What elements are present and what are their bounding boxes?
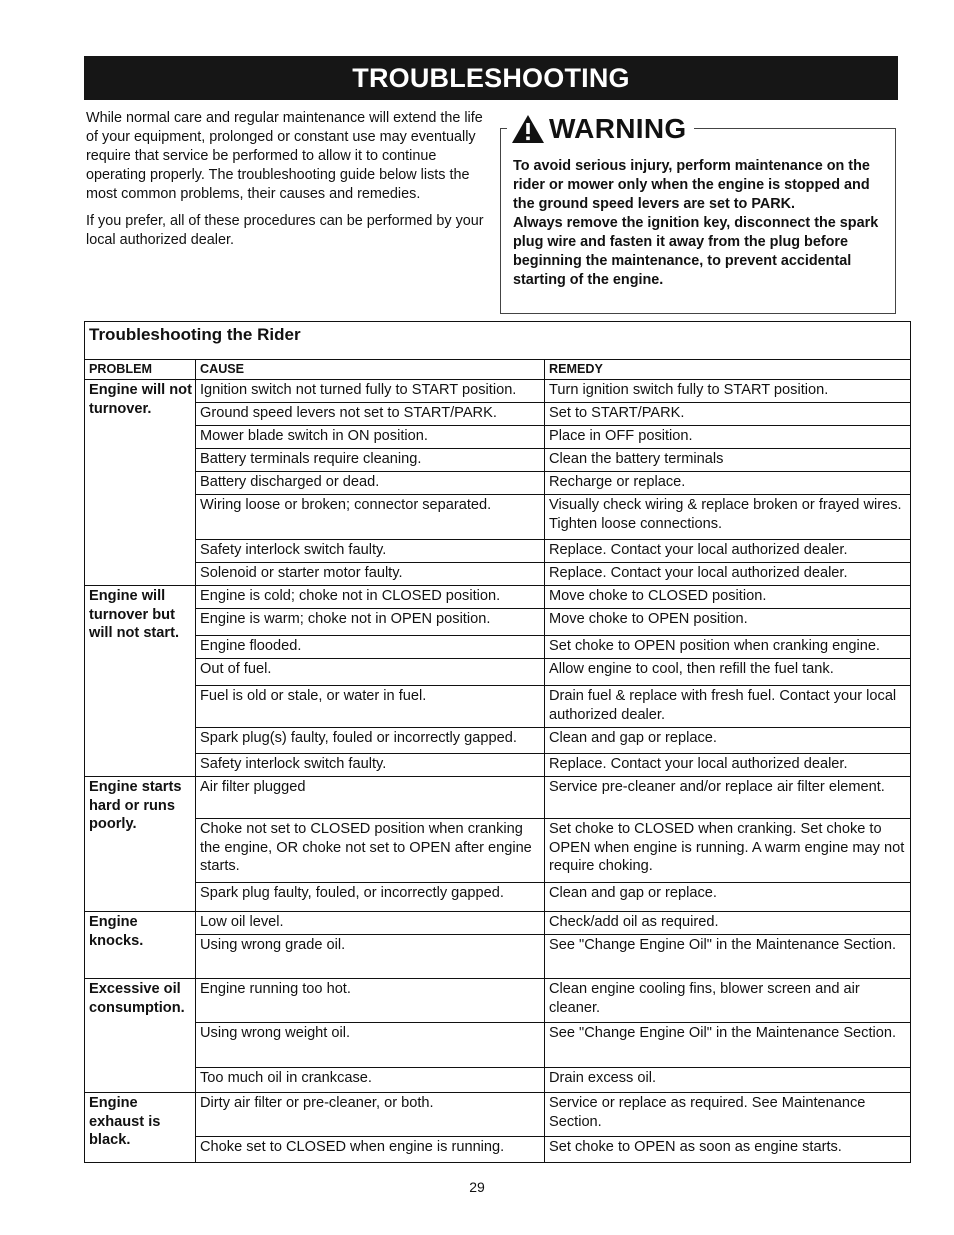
column-header-problem: PROBLEM: [85, 360, 196, 380]
remedy-cell: Check/add oil as required.: [545, 912, 911, 935]
remedy-cell: Clean and gap or replace.: [545, 883, 911, 912]
cause-cell: Engine is cold; choke not in CLOSED position.: [196, 586, 545, 609]
table-row: [85, 563, 911, 586]
table-row: [85, 777, 911, 819]
cause-cell: Air filter plugged: [196, 777, 545, 819]
table-row: [85, 659, 911, 686]
table-row: [85, 426, 911, 449]
table-row: [85, 819, 911, 883]
cause-cell: Too much oil in crankcase.: [196, 1068, 545, 1093]
cause-cell: Ignition switch not turned fully to START position.: [196, 380, 545, 403]
table-row: [85, 979, 911, 1023]
intro-paragraph: While normal care and regular maintenance will extend the life of your equipment, prolonged or constant use may eventually require that service be performed to allow it to continue operating properly. The troubleshooting guide below lists the most common problems, their causes and remedies.: [86, 110, 483, 202]
table-row: [85, 472, 911, 495]
table-row: [85, 495, 911, 540]
table-row: [85, 540, 911, 563]
remedy-cell: See "Change Engine Oil" in the Maintenance Section.: [545, 1023, 911, 1068]
remedy-cell: Drain excess oil.: [545, 1068, 911, 1093]
remedy-cell: Replace. Contact your local authorized dealer.: [545, 540, 911, 563]
remedy-cell: Clean engine cooling fins, blower screen and air cleaner.: [545, 979, 911, 1023]
table-section-title: Troubleshooting the Rider: [85, 322, 911, 360]
problem-cell: Engine will not turnover.: [85, 380, 196, 586]
remedy-cell: Clean the battery terminals: [545, 449, 911, 472]
cause-cell: Choke not set to CLOSED position when cranking the engine, OR choke not set to OPEN after engine starts.: [196, 819, 545, 883]
table-row: [85, 1137, 911, 1163]
remedy-cell: Set choke to OPEN as soon as engine starts.: [545, 1137, 911, 1163]
problem-cell: Engine knocks.: [85, 912, 196, 979]
cause-cell: Choke set to CLOSED when engine is running.: [196, 1137, 545, 1163]
cause-cell: Mower blade switch in ON position.: [196, 426, 545, 449]
cause-cell: Safety interlock switch faulty.: [196, 540, 545, 563]
remedy-cell: Clean and gap or replace.: [545, 728, 911, 754]
table-row: [85, 586, 911, 609]
remedy-cell: Replace. Contact your local authorized dealer.: [545, 754, 911, 777]
cause-cell: Solenoid or starter motor faulty.: [196, 563, 545, 586]
remedy-cell: Turn ignition switch fully to START position.: [545, 380, 911, 403]
column-header-cause: CAUSE: [196, 360, 545, 380]
cause-cell: Spark plug(s) faulty, fouled or incorrectly gapped.: [196, 728, 545, 754]
warning-text: [513, 157, 883, 290]
troubleshooting-table: [84, 321, 911, 1163]
table-row: [85, 1093, 911, 1137]
cause-cell: Battery terminals require cleaning.: [196, 449, 545, 472]
table-row: [85, 935, 911, 979]
remedy-cell: Recharge or replace.: [545, 472, 911, 495]
cause-cell: Dirty air filter or pre-cleaner, or both.: [196, 1093, 545, 1137]
cause-cell: Ground speed levers not set to START/PARK.: [196, 403, 545, 426]
remedy-cell: See "Change Engine Oil" in the Maintenance Section.: [545, 935, 911, 979]
cause-cell: Using wrong grade oil.: [196, 935, 545, 979]
table-row: [85, 636, 911, 659]
cause-cell: Safety interlock switch faulty.: [196, 754, 545, 777]
remedy-cell: Set choke to OPEN position when cranking engine.: [545, 636, 911, 659]
table-row: [85, 380, 911, 403]
column-header-remedy: REMEDY: [545, 360, 911, 380]
warning-box: [500, 113, 896, 314]
remedy-cell: Move choke to CLOSED position.: [545, 586, 911, 609]
cause-cell: Low oil level.: [196, 912, 545, 935]
remedy-cell: Replace. Contact your local authorized dealer.: [545, 563, 911, 586]
cause-cell: Engine flooded.: [196, 636, 545, 659]
intro-text: [86, 109, 486, 258]
cause-cell: Fuel is old or stale, or water in fuel.: [196, 686, 545, 728]
remedy-cell: Service or replace as required. See Maintenance Section.: [545, 1093, 911, 1137]
table-row: [85, 754, 911, 777]
remedy-cell: Set to START/PARK.: [545, 403, 911, 426]
warning-triangle-icon: [511, 114, 545, 144]
remedy-cell: Move choke to OPEN position.: [545, 609, 911, 636]
page-title: TROUBLESHOOTING: [84, 56, 898, 100]
cause-cell: Out of fuel.: [196, 659, 545, 686]
problem-cell: Engine starts hard or runs poorly.: [85, 777, 196, 912]
intro-paragraph: If you prefer, all of these procedures can be performed by your local authorized dealer.: [86, 213, 484, 248]
cause-cell: Engine running too hot.: [196, 979, 545, 1023]
cause-cell: Battery discharged or dead.: [196, 472, 545, 495]
remedy-cell: Allow engine to cool, then refill the fuel tank.: [545, 659, 911, 686]
table-row: [85, 883, 911, 912]
cause-cell: Engine is warm; choke not in OPEN position.: [196, 609, 545, 636]
table-row: [85, 1068, 911, 1093]
problem-cell: Engine will turnover but will not start.: [85, 586, 196, 777]
table-row: [85, 686, 911, 728]
cause-cell: Using wrong weight oil.: [196, 1023, 545, 1068]
warning-label: WARNING: [549, 113, 687, 144]
table-row: [85, 912, 911, 935]
remedy-cell: Drain fuel & replace with fresh fuel. Contact your local authorized dealer.: [545, 686, 911, 728]
remedy-cell: Visually check wiring & replace broken or frayed wires. Tighten loose connections.: [545, 495, 911, 540]
cause-cell: Spark plug faulty, fouled, or incorrectly gapped.: [196, 883, 545, 912]
table-row: [85, 1023, 911, 1068]
warning-paragraph: Always remove the ignition key, disconnect the spark plug wire and fasten it away from the plug before beginning the maintenance, to prevent accidental starting of the engine.: [513, 215, 879, 288]
remedy-cell: Set choke to CLOSED when cranking. Set choke to OPEN when engine is running. A warm engine may not require choking.: [545, 819, 911, 883]
cause-cell: Wiring loose or broken; connector separated.: [196, 495, 545, 540]
table-row: [85, 609, 911, 636]
warning-paragraph: To avoid serious injury, perform maintenance on the rider or mower only when the engine is stopped and the ground speed levers are set to PARK.: [513, 158, 870, 212]
problem-cell: Excessive oil consumption.: [85, 979, 196, 1093]
table-row: [85, 403, 911, 426]
page-number: 29: [469, 1179, 485, 1195]
table-row: [85, 728, 911, 754]
problem-cell: Engine exhaust is black.: [85, 1093, 196, 1163]
remedy-cell: Place in OFF position.: [545, 426, 911, 449]
remedy-cell: Service pre-cleaner and/or replace air filter element.: [545, 777, 911, 819]
table-row: [85, 449, 911, 472]
warning-header: [507, 113, 694, 145]
